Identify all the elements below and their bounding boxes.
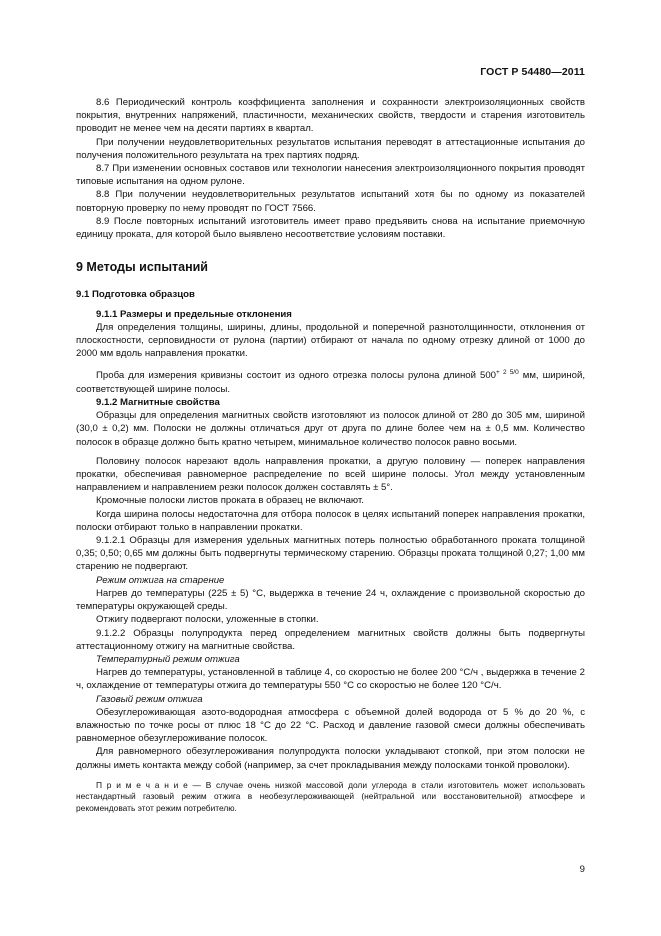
italic-heading-aging: Режим отжига на старение	[96, 574, 225, 586]
document-body	[76, 96, 585, 814]
subsection-heading-9-1-2: 9.1.2 Магнитные свойства	[96, 397, 220, 409]
document-header-id: ГОСТ Р 54480—2011	[480, 66, 585, 78]
paragraph-8-8: 8.8 При получении неудовлетворительных результатов испытаний хотя бы по одному из показателей повторную проверку по нему проводят по ГОСТ 7566.	[76, 189, 585, 214]
page-number: 9	[579, 864, 585, 875]
paragraph-8-6-continued: При получении неудовлетворительных результатов испытания переводят в аттестационные испытания до получения положительного результата на трех партиях подряд.	[76, 136, 585, 161]
subsection-heading-9-1: 9.1 Подготовка образцов	[76, 289, 195, 301]
paragraph-9-1-1-a: Для определения толщины, ширины, длины, продольной и поперечной разнотолщинности, отклонения от плоскостности, серповидности от рулона (партии) отбирают от начала по одному отрезку длиной от 1000 до 2000 мм вдоль направления прокатки.	[76, 321, 585, 360]
subsection-heading-9-1-1: 9.1.1 Размеры и предельные отклонения	[96, 308, 292, 320]
paragraph-9-1-2-d: Когда ширина полосы недостаточна для отбора полосок в целях испытаний поперек направления прокатки, полоски отбирают только в направлении прокатки.	[76, 508, 585, 533]
paragraph-gas: Обезуглероживающая азото-водородная атмосфера с объемной долей водорода от 5 % до 20 %, с влажностью по точке росы от плюс 18 °С до 22 °С. Расход и давление газовой смеси должны обеспечивать равномерное обезуглероживание полосок.	[76, 706, 585, 745]
paragraph-9-1-2-2: 9.1.2.2 Образцы полупродукта перед определением магнитных свойств должны быть подвергнуты аттестационному отжигу на магнитные свойства.	[76, 627, 585, 652]
section-heading-9: 9 Методы испытаний	[76, 260, 208, 275]
length-tolerance-superscript: + 2 5/0	[496, 369, 519, 377]
paragraph-9-1-2-a: Образцы для определения магнитных свойств изготовляют из полосок длиной от 280 до 305 мм, шириной (30,0 ± 0,2) мм. Полоски не должны отличаться друг от друга по длине более чем на ± 0,5 мм. Количество полосок в образце должно быть кратно четырем, минимальное количество полосок равно восьми.	[76, 410, 585, 448]
paragraph-8-7: 8.7 При изменении основных составов или технологии нанесения электроизоляционного покрытия проводят типовые испытания на одном рулоне.	[76, 163, 585, 188]
paragraph-9-1-2-b: Половину полосок нарезают вдоль направления прокатки, а другую половину — поперек направления прокатки, обеспечивая равномерное распределение по всей ширине полосы. Угол между установленным направлением и направлением резки полосок должен составлять ± 5°.	[76, 455, 585, 494]
paragraph-temperature: Нагрев до температуры, установленной в таблице 4, со скоростью не более 200 °С/ч , выдержка в течение 2 ч, охлаждение от температуры отжига до температуры 550 °С со скоростью не более 120 °С/ч.	[76, 667, 585, 692]
paragraph-uniform: Для равномерного обезуглероживания полупродукта полоски укладывают стопкой, при этом полоски не должны иметь контакта между собой (например, за счет прокладывания между полосками тонкой проволоки).	[76, 746, 585, 771]
paragraph-aging: Нагрев до температуры (225 ± 5) °С, выдержка в течение 24 ч, охлаждение с произвольной скоростью до температуры окружающей среды.	[76, 587, 585, 613]
curvature-text-end: мм, шириной, соответствующей ширине полосы.	[76, 370, 585, 395]
paragraph-9-1-2-1: 9.1.2.1 Образцы для измерения удельных магнитных потерь полностью обработанного проката толщиной 0,35; 0,50; 0,65 мм должны быть подвергнуты термическому старению. Образцы проката толщиной 0,27; 1,00 мм старению не подвергают.	[76, 535, 585, 573]
note: П р и м е ч а н и е — В случае очень низкой массовой доли углерода в стали изготовитель может использовать нестандартный газовый режим отжига в необезуглероживающей (нейтральной или восстановительной) атмосфере и рекомендовать этот режим потребителю.	[76, 779, 585, 813]
italic-heading-gas: Газовый режим отжига	[96, 693, 203, 705]
paragraph-8-9: 8.9 После повторных испытаний изготовитель имеет право предъявить снова на испытание приемочную единицу проката, для которой было выявлено несоответствие условиям поставки.	[76, 215, 585, 241]
paragraph-9-1-1-b	[76, 366, 585, 396]
curvature-text-start: Проба для измерения кривизны состоит из одного отрезка полосы рулона длиной 500	[96, 370, 497, 382]
italic-heading-temperature: Температурный режим отжига	[96, 653, 240, 665]
paragraph-8-6: 8.6 Периодический контроль коэффициента заполнения и сохранности электроизоляционных свойств покрытия, внутренних напряжений, пластичности, механических свойств, твердости и старения изготовитель проводит не менее чем на десяти партиях в квартал.	[76, 97, 585, 135]
paragraph-strips: Отжигу подвергают полоски, уложенные в стопки.	[96, 614, 319, 626]
paragraph-9-1-2-c: Кромочные полоски листов проката в образец не включают.	[96, 495, 364, 507]
